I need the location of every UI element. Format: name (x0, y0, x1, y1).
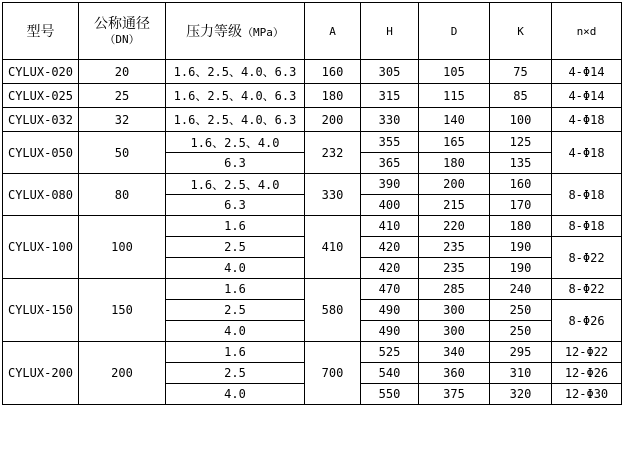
cell-dn: 50 (79, 132, 166, 174)
cell-d: 165 (419, 132, 490, 153)
cell-d: 300 (419, 321, 490, 342)
cell-d: 180 (419, 153, 490, 174)
cell-h: 540 (361, 363, 419, 384)
cell-d: 340 (419, 342, 490, 363)
cell-pressure: 6.3 (166, 153, 305, 174)
cell-pressure: 1.6 (166, 279, 305, 300)
cell-nd: 4-Φ18 (552, 108, 622, 132)
cell-d: 200 (419, 174, 490, 195)
cell-d: 235 (419, 237, 490, 258)
table-row (3, 60, 622, 84)
cell-h: 400 (361, 195, 419, 216)
cell-pressure: 1.6 (166, 216, 305, 237)
table-row (3, 174, 622, 195)
table-row (3, 108, 622, 132)
cell-model: CYLUX-050 (3, 132, 79, 174)
cell-a: 180 (305, 84, 361, 108)
cell-h: 305 (361, 60, 419, 84)
cell-nd: 8-Φ18 (552, 216, 622, 237)
cell-nd: 12-Φ30 (552, 384, 622, 405)
cell-k: 135 (490, 153, 552, 174)
cell-nd: 8-Φ22 (552, 237, 622, 279)
cell-pressure: 2.5 (166, 363, 305, 384)
cell-h: 330 (361, 108, 419, 132)
header-k: K (490, 3, 552, 60)
cell-dn: 200 (79, 342, 166, 405)
cell-dn: 100 (79, 216, 166, 279)
header-d: D (419, 3, 490, 60)
dimension-table (2, 2, 622, 405)
cell-pressure: 2.5 (166, 300, 305, 321)
cell-d: 220 (419, 216, 490, 237)
cell-nd: 8-Φ26 (552, 300, 622, 342)
cell-k: 295 (490, 342, 552, 363)
cell-a: 160 (305, 60, 361, 84)
cell-d: 285 (419, 279, 490, 300)
cell-model: CYLUX-032 (3, 108, 79, 132)
cell-k: 160 (490, 174, 552, 195)
cell-h: 365 (361, 153, 419, 174)
cell-nd: 12-Φ22 (552, 342, 622, 363)
cell-k: 240 (490, 279, 552, 300)
header-dn-sub: （DN） (104, 33, 140, 46)
cell-pressure: 1.6、2.5、4.0、6.3 (166, 84, 305, 108)
header-pressure-cn: 压力等级 (186, 24, 243, 40)
header-pressure (166, 3, 305, 60)
cell-model: CYLUX-150 (3, 279, 79, 342)
table-row (3, 279, 622, 300)
cell-a: 330 (305, 174, 361, 216)
cell-nd: 4-Φ18 (552, 132, 622, 174)
cell-a: 232 (305, 132, 361, 174)
header-dn-main: 公称通径 (94, 16, 150, 32)
cell-d: 235 (419, 258, 490, 279)
cell-pressure: 4.0 (166, 384, 305, 405)
cell-pressure: 4.0 (166, 258, 305, 279)
spec-table-container (2, 2, 622, 405)
cell-k: 320 (490, 384, 552, 405)
cell-model: CYLUX-200 (3, 342, 79, 405)
header-row (3, 3, 622, 60)
table-row (3, 342, 622, 363)
cell-a: 410 (305, 216, 361, 279)
cell-k: 75 (490, 60, 552, 84)
cell-h: 490 (361, 321, 419, 342)
cell-pressure: 4.0 (166, 321, 305, 342)
cell-pressure: 6.3 (166, 195, 305, 216)
cell-model: CYLUX-080 (3, 174, 79, 216)
cell-h: 420 (361, 237, 419, 258)
cell-k: 125 (490, 132, 552, 153)
cell-d: 375 (419, 384, 490, 405)
header-dn (79, 3, 166, 60)
cell-k: 190 (490, 258, 552, 279)
cell-a: 700 (305, 342, 361, 405)
cell-pressure: 1.6 (166, 342, 305, 363)
cell-model: CYLUX-020 (3, 60, 79, 84)
cell-k: 250 (490, 321, 552, 342)
cell-h: 410 (361, 216, 419, 237)
cell-pressure: 1.6、2.5、4.0 (166, 174, 305, 195)
cell-model: CYLUX-025 (3, 84, 79, 108)
cell-k: 310 (490, 363, 552, 384)
cell-k: 85 (490, 84, 552, 108)
cell-dn: 20 (79, 60, 166, 84)
cell-nd: 4-Φ14 (552, 84, 622, 108)
cell-h: 490 (361, 300, 419, 321)
cell-h: 525 (361, 342, 419, 363)
cell-pressure: 1.6、2.5、4.0、6.3 (166, 60, 305, 84)
header-nd: n×d (552, 3, 622, 60)
cell-pressure: 1.6、2.5、4.0 (166, 132, 305, 153)
cell-h: 390 (361, 174, 419, 195)
cell-d: 115 (419, 84, 490, 108)
header-h: H (361, 3, 419, 60)
cell-nd: 8-Φ22 (552, 279, 622, 300)
cell-k: 190 (490, 237, 552, 258)
cell-dn: 80 (79, 174, 166, 216)
header-a: A (305, 3, 361, 60)
cell-nd: 4-Φ14 (552, 60, 622, 84)
cell-dn: 25 (79, 84, 166, 108)
table-row (3, 132, 622, 153)
cell-h: 355 (361, 132, 419, 153)
cell-k: 100 (490, 108, 552, 132)
table-row (3, 216, 622, 237)
table-row (3, 84, 622, 108)
cell-pressure: 2.5 (166, 237, 305, 258)
header-model: 型号 (3, 3, 79, 60)
cell-h: 470 (361, 279, 419, 300)
cell-pressure: 1.6、2.5、4.0、6.3 (166, 108, 305, 132)
cell-model: CYLUX-100 (3, 216, 79, 279)
header-pressure-unit: （MPa） (242, 26, 284, 39)
cell-h: 315 (361, 84, 419, 108)
cell-a: 200 (305, 108, 361, 132)
cell-k: 180 (490, 216, 552, 237)
cell-k: 250 (490, 300, 552, 321)
cell-d: 140 (419, 108, 490, 132)
cell-dn: 32 (79, 108, 166, 132)
cell-nd: 8-Φ18 (552, 174, 622, 216)
cell-h: 550 (361, 384, 419, 405)
cell-d: 215 (419, 195, 490, 216)
cell-nd: 12-Φ26 (552, 363, 622, 384)
cell-d: 300 (419, 300, 490, 321)
cell-a: 580 (305, 279, 361, 342)
cell-k: 170 (490, 195, 552, 216)
cell-d: 105 (419, 60, 490, 84)
cell-dn: 150 (79, 279, 166, 342)
cell-d: 360 (419, 363, 490, 384)
cell-h: 420 (361, 258, 419, 279)
